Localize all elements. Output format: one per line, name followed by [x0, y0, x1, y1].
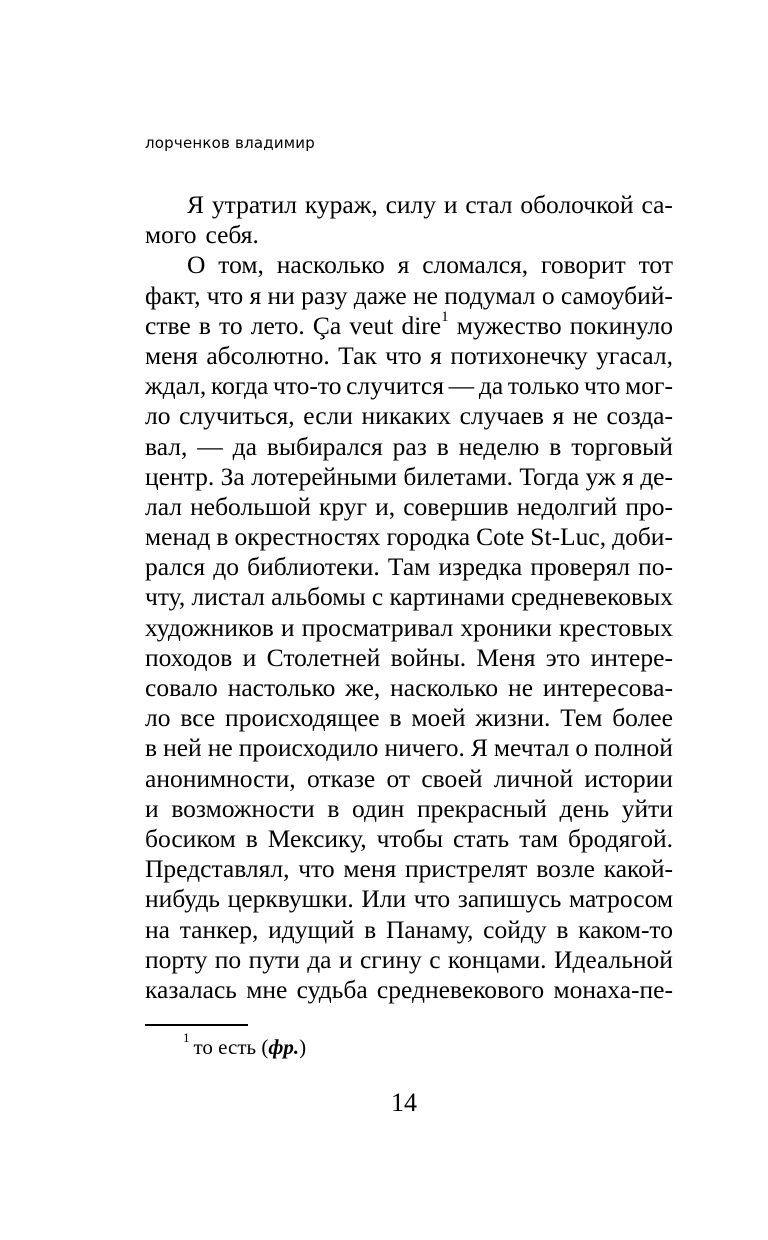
text-line: босиком в Мексику, чтобы стать там бродягой.: [145, 823, 673, 853]
text-line: центр. За лотерейными билетами. Тогда уж я де-: [145, 461, 673, 491]
text-line: и возможности в один прекрасный день уйти: [145, 793, 673, 823]
text-line: Я утратил кураж, силу и стал оболочкой са-: [187, 190, 673, 219]
text-line: чту, листал альбомы с картинами средневековых: [145, 582, 673, 612]
text-line: нибудь церквушки. Или что запишусь матросом: [145, 884, 673, 914]
footnote-rule: [145, 1024, 248, 1026]
text-line: казалась мне судьба средневекового монаха-пе-: [145, 974, 673, 1004]
footnote: [183, 1030, 307, 1060]
body-text: [145, 190, 673, 1005]
text-line: совало настолько же, насколько не интересова-: [145, 673, 673, 702]
text-line: рался до библиотеки. Там изредка проверял по-: [145, 552, 673, 582]
text-line: ло случиться, если никаких случаев я не созда-: [145, 401, 673, 431]
text-line: анонимности, отказе от своей личной истории: [145, 763, 673, 793]
footnote-ref: 1: [441, 309, 449, 326]
text-line: порту по пути да и сгину с концами. Идеальной: [145, 944, 673, 974]
text-line: стве в то лето. Ça veut dire$^1$ мужество покинуло: [145, 309, 673, 340]
text-line: вал, — да выбирался раз в неделю в торговый: [145, 431, 673, 461]
text-line: О том, насколько я сломался, говорит тот: [187, 250, 673, 280]
text-line: Представлял, что меня пристрелят возле какой-: [145, 854, 673, 884]
text-line: ждал, когда что-то случится — да только что мог-: [145, 371, 673, 401]
text-line: лал небольшой круг и, совершив недолгий про-: [145, 491, 673, 521]
page-number: 14: [391, 1088, 417, 1117]
running-head: лорченков владимир: [145, 134, 315, 152]
text-line: мого себя.: [145, 220, 259, 250]
footnote-text: то есть (: [193, 1035, 269, 1059]
text-line: менад в окрестностях городка Cote St-Luc, доби-: [145, 522, 673, 552]
text-line: походов и Столетней войны. Меня это интере-: [145, 642, 673, 672]
text-line: меня абсолютно. Так что я потихонечку угасал,: [145, 340, 673, 370]
footnote-abbrev: фр.: [268, 1035, 300, 1059]
text-line: в ней не происходило ничего. Я мечтал о полной: [145, 733, 673, 763]
footnote-number: 1: [183, 1030, 190, 1045]
footnote-close: ): [299, 1035, 307, 1059]
text-line: на танкер, идущий в Панаму, сойду в каком-то: [145, 914, 673, 944]
text-line: художников и просматривал хроники крестовых: [145, 612, 673, 642]
text-line: ло все происходящее в моей жизни. Тем более: [145, 703, 673, 733]
text-line: факт, что я ни разу даже не подумал о самоубий-: [145, 280, 673, 310]
